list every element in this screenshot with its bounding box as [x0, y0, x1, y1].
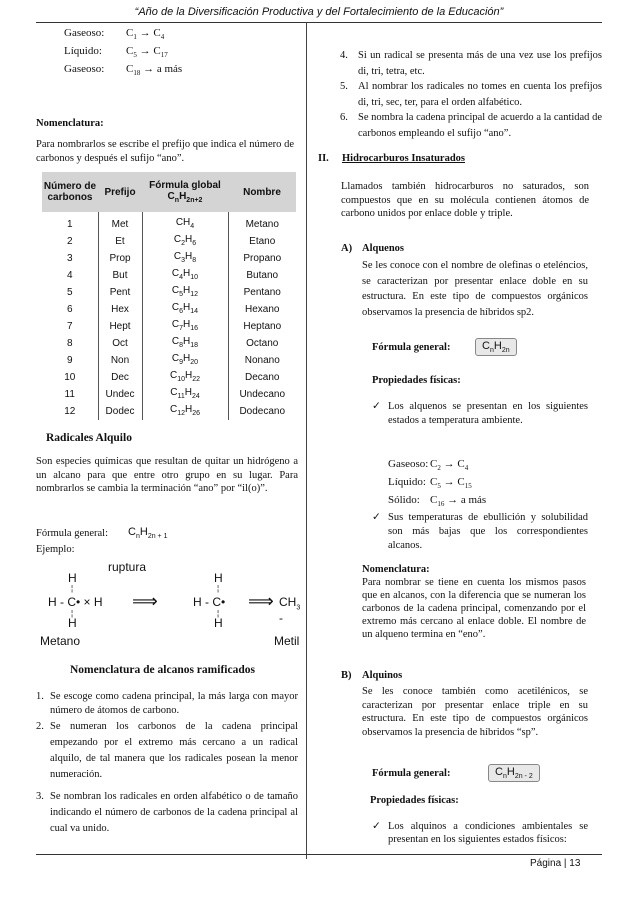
- alquinos-props-title: Propiedades físicas:: [370, 795, 459, 806]
- alquenos-text: Se les conoce con el nombre de olefinas o eteléncios, se caracterizan por presentar enlace doble en su estructura. En este tipo de compuestos orgánicos observamos la presencia de híbridos sp2.: [362, 260, 588, 318]
- prefix: Hept: [98, 318, 142, 335]
- formula: $C_{12}H_{26}$: [142, 403, 228, 420]
- formula: $CH_4$: [142, 212, 228, 233]
- page-header: “Año de la Diversificación Productiva y del Fortalecimiento de la Educación”: [134, 6, 504, 18]
- checkmark-icon: ✓: [372, 512, 381, 523]
- ch3-formula: $CH_3$ -: [279, 595, 301, 626]
- alkane-name: Pentano: [243, 287, 281, 298]
- table-row: [42, 301, 296, 318]
- alkane-states: [64, 26, 294, 81]
- metano-label: Metano: [40, 634, 81, 648]
- formula-general-alquilo: $C_nH_{2n + 1}$: [128, 526, 168, 541]
- table-row: [42, 267, 296, 284]
- h-bottom-left: H: [68, 616, 77, 630]
- alquenos-prop1: ✓ Los alquenos se presentan en los siguientes estados a temperatura ambiente.: [372, 401, 588, 426]
- state-range: $C_1 \to C_4$: [126, 27, 165, 42]
- alkane-name: Etano: [249, 236, 276, 247]
- h-top-left: H: [68, 571, 77, 585]
- ejemplo-label: Ejemplo:: [36, 544, 75, 555]
- alquenos-states: [388, 457, 486, 512]
- formula: $C_3H_8$: [142, 250, 228, 267]
- table-row: [42, 335, 296, 352]
- formula: $C_2H_6$: [142, 233, 228, 250]
- carbon-count: 6: [66, 304, 73, 315]
- prefix: Et: [98, 233, 142, 250]
- alkane-name: Dodecano: [239, 406, 286, 417]
- alquinos-title: Alquinos: [362, 670, 403, 681]
- prefix: Hex: [98, 301, 142, 318]
- formula: $C_{11}H_{24}$: [142, 386, 228, 403]
- alkane-name: Nonano: [244, 355, 280, 366]
- state-range: $C_{16} \to a$ más: [430, 494, 487, 509]
- prefix: Met: [98, 212, 142, 233]
- state-range: $C_{18} \to a$ más: [126, 63, 183, 78]
- table-row: [42, 369, 296, 386]
- col-header-name: Nombre: [228, 172, 296, 212]
- carbon-count: 10: [64, 372, 76, 383]
- state-range: $C_5 \to C_{15}$: [430, 476, 472, 491]
- prefix: Pent: [98, 284, 142, 301]
- radicales-text: Son especies químicas que resultan de quitar un hidrógeno a un alcano para que entre otro grupo en su lugar. Para nombrarlos se cambia la terminación “ano” por “il(o)”.: [36, 456, 298, 494]
- alquinos-text: Se les conoce también como acetilénicos, se caracterizan por presentar enlace triple en su estructura. En este tipo de compuestos orgánicos observamos la presencia de híbridos “sp”.: [362, 686, 588, 738]
- alkane-name: Undecano: [239, 389, 286, 400]
- formula: $C_6H_{14}$: [142, 301, 228, 318]
- prefix: Non: [98, 352, 142, 369]
- formula: $C_8H_{18}$: [142, 335, 228, 352]
- section-number: II.: [318, 153, 329, 164]
- alquenos-formula-label: Fórmula general:: [372, 342, 451, 353]
- formula: $C_5H_{12}$: [142, 284, 228, 301]
- checkmark-icon: ✓: [372, 821, 381, 832]
- state-label: Sólido:: [388, 494, 420, 507]
- alkane-name: Heptano: [243, 321, 282, 332]
- alquenos-nomen-title: Nomenclatura:: [362, 564, 430, 575]
- prefix: Oct: [98, 335, 142, 352]
- alkane-table: [42, 172, 296, 420]
- arrow-2: ⟹: [248, 591, 274, 611]
- alquinos-formula-label: Fórmula general:: [372, 768, 451, 779]
- header-rule: [36, 22, 602, 23]
- prefix: But: [98, 267, 142, 284]
- col-header-carbons: Número de carbonos: [42, 172, 98, 212]
- alquenos-props-title: Propiedades físicas:: [372, 375, 461, 386]
- table-row: [42, 403, 296, 420]
- table-row: [42, 250, 296, 267]
- metil-label: Metil: [274, 634, 300, 648]
- alkane-name: Hexano: [245, 304, 280, 315]
- footer-rule: [36, 854, 602, 855]
- prefix: Undec: [98, 386, 142, 403]
- state-label: Gaseoso:: [64, 27, 105, 39]
- carbon-count: 12: [64, 406, 76, 417]
- table-row: [42, 318, 296, 335]
- state-label: Gaseoso:: [64, 63, 105, 76]
- state-range: $C_2 \to C_4$: [430, 458, 469, 473]
- carbon-count: 1: [66, 219, 73, 230]
- h-bottom-right: H: [214, 616, 223, 630]
- carbon-count: 4: [66, 270, 73, 281]
- methyl-formula: H - C•: [193, 595, 226, 609]
- carbon-count: 9: [66, 355, 73, 366]
- alkane-name: Decano: [245, 372, 280, 383]
- prefix: Dodec: [98, 403, 142, 420]
- rule-item: 5. Al nombrar los radicales no tomes en cuenta los prefijos di, tri, sec, ter, para el orden alfabético.: [340, 81, 602, 108]
- right-rules: [340, 48, 602, 141]
- alquenos-formula-box: $C_nH_{2n}$: [475, 338, 517, 356]
- alquinos-prop1: ✓ Los alquinos a condiciones ambientales se presentan en los siguientes estados físicos:: [372, 821, 588, 845]
- formula: $C_7H_{16}$: [142, 318, 228, 335]
- carbon-count: 11: [64, 389, 75, 400]
- carbon-count: 5: [66, 287, 73, 298]
- alquenos-prop2: ✓ Sus temperaturas de ebullición y solubilidad son más bajas que los correspondientes alcanos.: [372, 512, 588, 551]
- carbon-count: 3: [66, 253, 73, 264]
- alkane-name: Butano: [246, 270, 279, 281]
- rule-item: 1. Se escoge como cadena principal, la más larga con mayor número de átomos de carbono.: [36, 691, 298, 716]
- state-label: Líquido:: [388, 476, 426, 489]
- state-label: Líquido:: [64, 45, 102, 58]
- alkane-name: Propano: [243, 253, 282, 264]
- section-title: Hidrocarburos Insaturados: [342, 153, 466, 164]
- h-top-right: H: [214, 571, 223, 585]
- column-divider: [306, 22, 307, 859]
- table-body: [42, 212, 296, 420]
- alkane-name: Metano: [245, 219, 279, 230]
- rule-item: 3. Se nombran los radicales en orden alfabético o de tamaño indicando el número de carbonos de la cadena principal al cual va unido.: [36, 791, 298, 834]
- prefix: Prop: [98, 250, 142, 267]
- rule-item: 6. Se nombra la cadena principal de acuerdo a la cantidad de carbonos empleando el sufijo “ano”.: [340, 112, 602, 139]
- state-label: Gaseoso:: [388, 458, 429, 470]
- alquenos-title: Alquenos: [362, 243, 405, 254]
- table-row: [42, 233, 296, 250]
- ramificados-title: Nomenclatura de alcanos ramificados: [70, 664, 255, 676]
- rule-item: 4. Si un radical se presenta más de una vez use los prefijos di, tri, tetra, etc.: [340, 50, 602, 77]
- rule-item: 2. Se numeran los carbonos de la cadena principal empezando por el extremo más cercano a un radical alquilo, de tal manera que los radicales posean la menor numeración.: [36, 721, 298, 780]
- section-text: Llamados también hidrocarburos no saturados, son compuestos que en su molécula contienen átomos de carbono unidos por enlace doble y triple.: [341, 181, 589, 219]
- ramificados-rules: [36, 690, 298, 837]
- nomenclatura-title: Nomenclatura:: [36, 118, 104, 129]
- table-row: [42, 352, 296, 369]
- carbon-count: 7: [66, 321, 73, 332]
- methane-formula: H - C• × H: [48, 595, 103, 609]
- formula: $C_4H_{10}$: [142, 267, 228, 284]
- formula: $C_{10}H_{22}$: [142, 369, 228, 386]
- table-row: [42, 284, 296, 301]
- carbon-count: 8: [66, 338, 73, 349]
- page-number: Página | 13: [530, 858, 581, 869]
- alquenos-letter: A): [341, 243, 353, 254]
- carbon-count: 2: [66, 236, 73, 247]
- col-header-formula: Fórmula global $C_nH_{2n+2}$: [142, 172, 228, 212]
- radical-diagram: H ¦ ruptura H - C• × H ¦ H ⟹ H ¦ H - C• ¦ H ⟹ $CH_3$ - Metano Metil: [36, 560, 304, 650]
- table-row: [42, 212, 296, 233]
- alkane-name: Octano: [246, 338, 279, 349]
- alquinos-letter: B): [341, 670, 352, 681]
- checkmark-icon: ✓: [372, 401, 381, 412]
- table-row: [42, 386, 296, 403]
- alquinos-formula-box: $C_nH_{2n - 2}$: [488, 764, 540, 782]
- formula-general-label: Fórmula general:: [36, 528, 109, 539]
- nomenclatura-text: Para nombrarlos se escribe el prefijo que indica el número de carbonos y después el sufijo “ano”.: [36, 139, 294, 164]
- ruptura-label: ruptura: [108, 560, 147, 574]
- prefix: Dec: [98, 369, 142, 386]
- col-header-prefix: Prefijo: [98, 172, 142, 212]
- arrow-1: ⟹: [132, 591, 158, 611]
- state-range: $C_5 \to C_{17}$: [126, 45, 168, 60]
- radicales-title: Radicales Alquilo: [46, 432, 132, 444]
- alquenos-nomen-text: Para nombrar se tiene en cuenta los mismos pasos que en alcanos, con la diferencia que se numeran los carbonos de la cadena principal, comenzando por el extremo más cercano al enlace doble. El nombre de un alqueno termina en “eno”.: [362, 577, 586, 640]
- formula: $C_9H_{20}$: [142, 352, 228, 369]
